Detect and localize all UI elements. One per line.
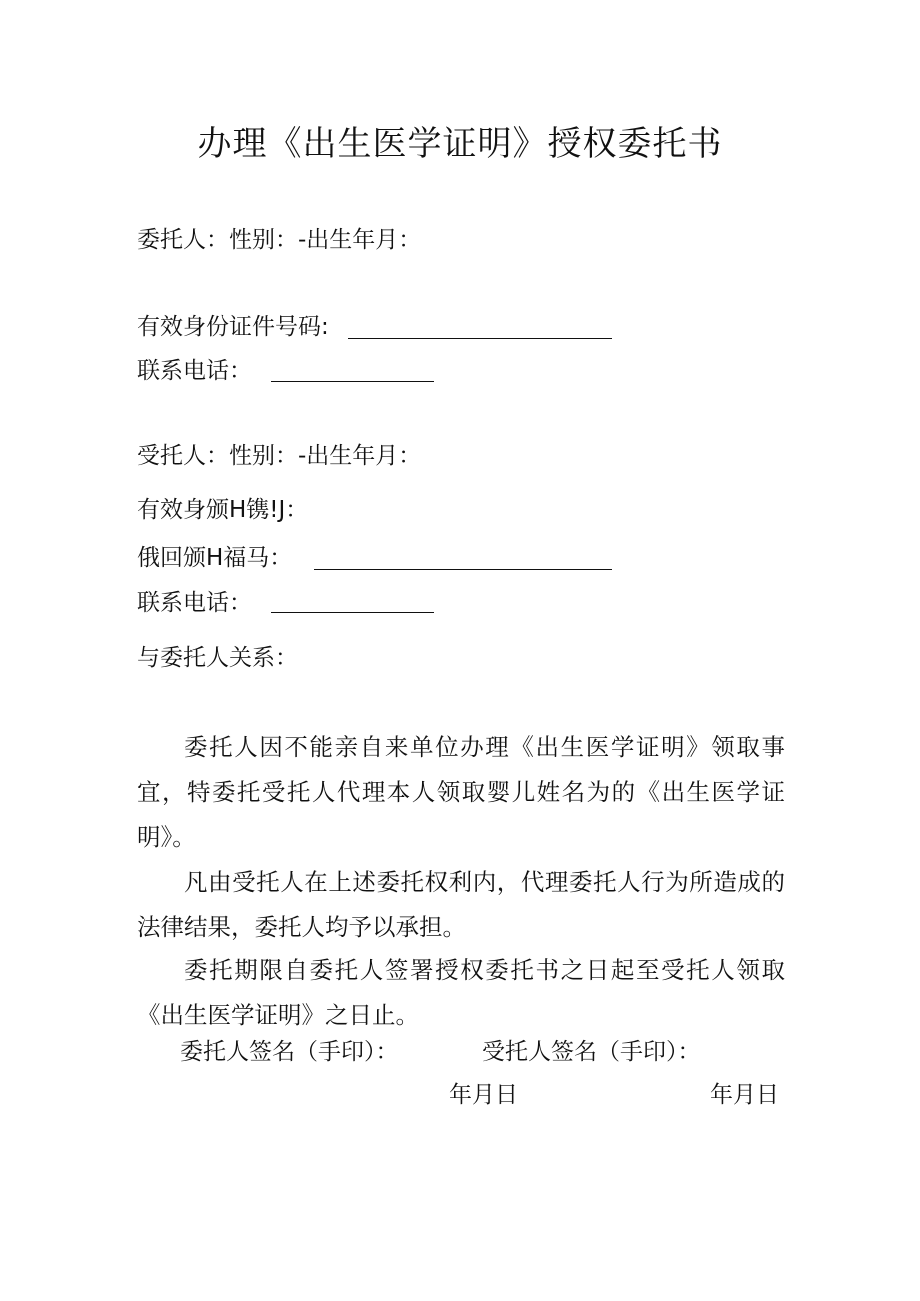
principal-signature-label: 委托人签名（手印）： — [180, 1039, 399, 1065]
agent-phone-label: 联系电话： — [137, 590, 252, 616]
agent-id-blank[interactable] — [314, 569, 612, 570]
agent-relation-label: 与委托人关系： — [137, 645, 298, 671]
principal-id-blank[interactable] — [348, 338, 612, 339]
agent-signature-label: 受托人签名（手印）： — [482, 1039, 701, 1065]
agent-phone-blank[interactable] — [271, 612, 434, 613]
agent-id-label: 有效身颁H镌!J： — [137, 497, 309, 523]
principal-info-line: 委托人：性别：-出生年月： — [137, 227, 422, 253]
body-paragraph-2: 凡由受托人在上述委托权利内，代理委托人行为所造成的法律结果，委托人均予以承担。 — [137, 868, 785, 941]
document-title: 办理《出生医学证明》授权委托书 — [197, 124, 723, 164]
principal-phone-label: 联系电话： — [137, 358, 252, 384]
principal-phone-blank[interactable] — [271, 381, 434, 382]
body-paragraph-1: 委托人因不能亲自来单位办理《出生医学证明》领取事宜，特委托受托人代理本人领取婴儿姓名为的《出生医学证明》。 — [137, 733, 785, 851]
principal-date-label: 年月日 — [449, 1082, 518, 1108]
agent-id-type-label: 俄回颁H福马： — [137, 545, 293, 571]
agent-info-line: 受托人：性别：-出生年月： — [137, 443, 422, 469]
agent-date-label: 年月日 — [710, 1082, 779, 1108]
principal-id-label: 有效身份证件号码: — [137, 314, 329, 340]
body-paragraph-3: 委托期限自委托人签署授权委托书之日起至受托人领取《出生医学证明》之日止。 — [137, 956, 785, 1029]
